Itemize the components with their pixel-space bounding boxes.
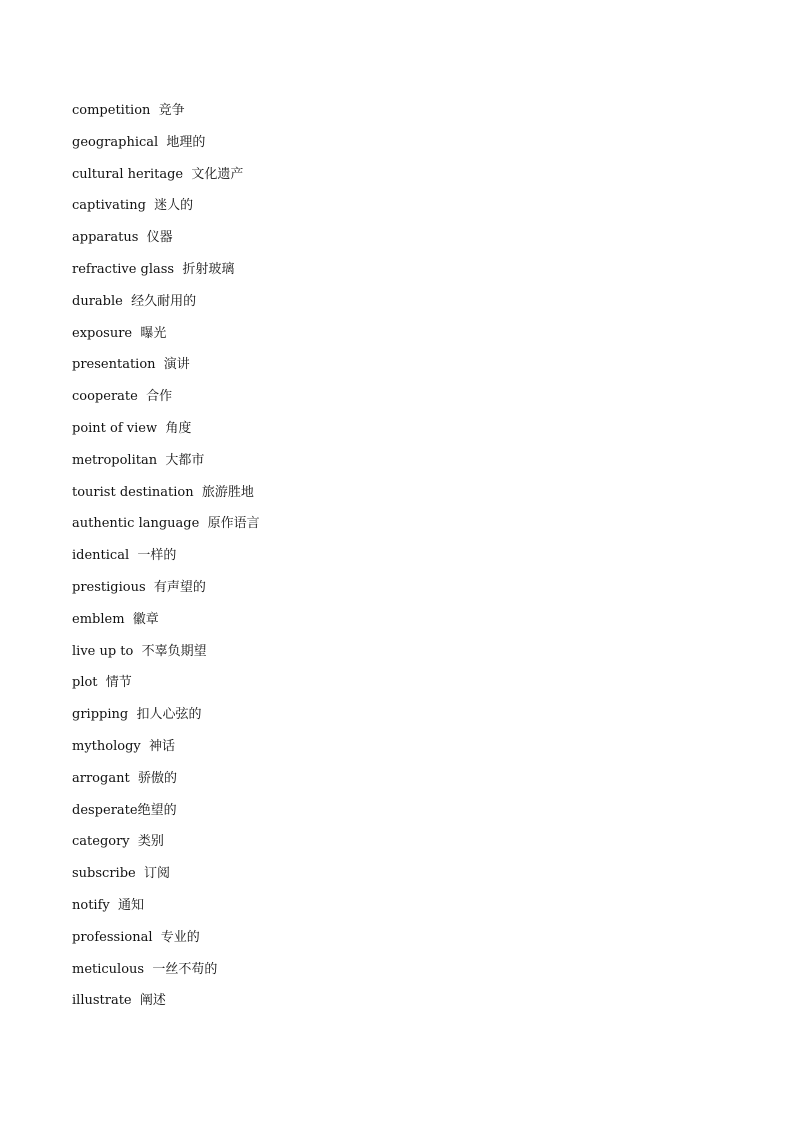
vocabulary-item: live up to 不辜负期望 [72, 643, 207, 659]
vocabulary-item: category 类别 [72, 834, 164, 850]
vocabulary-item: presentation 演讲 [72, 357, 190, 373]
vocabulary-item: prestigious 有声望的 [72, 579, 206, 595]
vocabulary-item: professional 专业的 [72, 929, 200, 945]
vocabulary-item: emblem 徽章 [72, 611, 159, 627]
vocabulary-item: illustrate 阐述 [72, 993, 166, 1009]
vocabulary-item: captivating 迷人的 [72, 198, 194, 214]
vocabulary-item: cultural heritage 文化遗产 [72, 166, 244, 182]
vocabulary-item: tourist destination 旅游胜地 [72, 484, 254, 500]
vocabulary-item: desperate绝望的 [72, 802, 177, 818]
vocabulary-item: exposure 曝光 [72, 325, 167, 341]
vocabulary-item: identical 一样的 [72, 548, 177, 564]
vocabulary-item: geographical 地理的 [72, 134, 206, 150]
vocabulary-item: arrogant 骄傲的 [72, 770, 177, 786]
vocabulary-item: durable 经久耐用的 [72, 293, 197, 309]
vocabulary-item: refractive glass 折射玻璃 [72, 261, 235, 277]
vocabulary-item: meticulous 一丝不苟的 [72, 961, 218, 977]
vocabulary-item: apparatus 仪器 [72, 230, 173, 246]
vocabulary-item: gripping 扣人心弦的 [72, 707, 202, 723]
vocabulary-item: authentic language 原作语言 [72, 516, 260, 532]
vocabulary-item: mythology 神话 [72, 738, 176, 754]
vocabulary-item: cooperate 合作 [72, 389, 173, 405]
vocabulary-list [72, 101, 260, 1023]
vocabulary-item: metropolitan 大都市 [72, 452, 205, 468]
vocabulary-item: point of view 角度 [72, 420, 192, 436]
vocabulary-item: plot 情节 [72, 675, 132, 691]
vocabulary-item: subscribe 订阅 [72, 866, 170, 882]
vocabulary-item: notify 通知 [72, 897, 145, 913]
vocabulary-item: competition 竞争 [72, 103, 185, 118]
